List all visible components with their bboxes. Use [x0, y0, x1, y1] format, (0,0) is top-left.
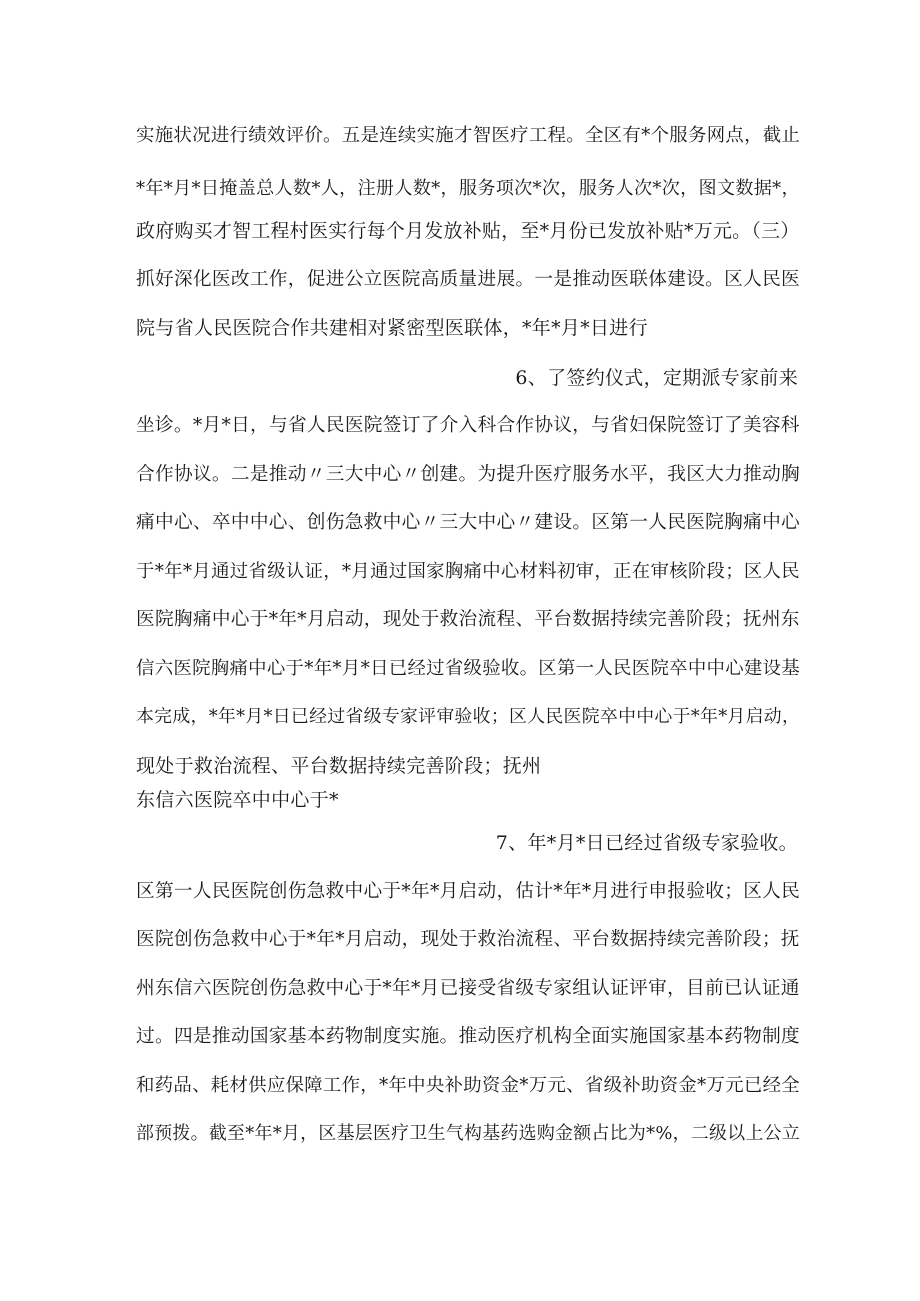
text-line: 合作协议。二是推动〃三大中心〃创建。为提升医疗服务水平，我区大力推动胸: [136, 464, 801, 485]
text-line: 州东信六医院创伤急救中心于*年*月已接受省级专家组认证评审，目前已认证通: [136, 978, 800, 999]
text-line: 部预拨。截至*年*月，区基层医疗卫生气构基药选购金额占比为*%，二级以上公立: [136, 1123, 801, 1144]
text-line: 东信六医院卒中中心于*: [136, 789, 339, 811]
text-line: 政府购买才智工程村医实行每个月发放补贴，至*月份已发放补贴*万元。（三）: [136, 220, 800, 242]
text-line: 院与省人民医院合作共建相对紧密型医联体，*年*月*日进行: [136, 317, 648, 339]
text-line: 于*年*月通过省级认证，*月通过国家胸痛中心材料初审，正在审核阶段；区人民: [136, 561, 800, 582]
text-line: 过。四是推动国家基本药物制度实施。推动医疗机构全面实施国家基本药物制度: [136, 1026, 801, 1047]
text-line: 医院创伤急救中心于*年*月启动，现处于救治流程、平台数据持续完善阶段；抚: [136, 929, 800, 950]
text-line: 痛中心、卒中中心、创伤急救中心〃三大中心〃建设。区第一人民医院胸痛中心: [136, 512, 801, 533]
text-line: 和药品、耗材供应保障工作，*年中央补助资金*万元、省级补助资金*万元已经全: [136, 1075, 800, 1096]
list-number-line: 7、年*月*日已经过省级专家验收。: [495, 832, 798, 854]
text-line: *年*月*日掩盖总人数*人，注册人数*，服务项次*次，服务人次*次，图文数据*，: [136, 178, 800, 199]
list-number-line: 6、了签约仪式，定期派专家前来: [515, 367, 798, 389]
text-line: 坐诊。*月*日，与省人民医院签订了介入科合作协议，与省妇保院签订了美容科: [136, 415, 800, 436]
text-line: 抓好深化医改工作，促进公立医院高质量进展。一是推动医联体建设。区人民医: [136, 269, 801, 290]
text-line: 医院胸痛中心于*年*月启动，现处于救治流程、平台数据持续完善阶段；抚州东: [136, 609, 800, 630]
text-line: 本完成，*年*月*日已经过省级专家评审验收；区人民医院卒中中心于*年*月启动，: [136, 706, 801, 727]
text-line: 区第一人民医院创伤急救中心于*年*月启动，估计*年*月进行申报验收；区人民: [136, 881, 801, 902]
text-line: 现处于救治流程、平台数据持续完善阶段；抚州: [136, 755, 542, 777]
text-line: 实施状况进行绩效评价。五是连续实施才智医疗工程。全区有*个服务网点，截止: [136, 125, 801, 146]
text-line: 信六医院胸痛中心于*年*月*日已经过省级验收。区第一人民医院卒中中心建设基: [136, 658, 800, 679]
